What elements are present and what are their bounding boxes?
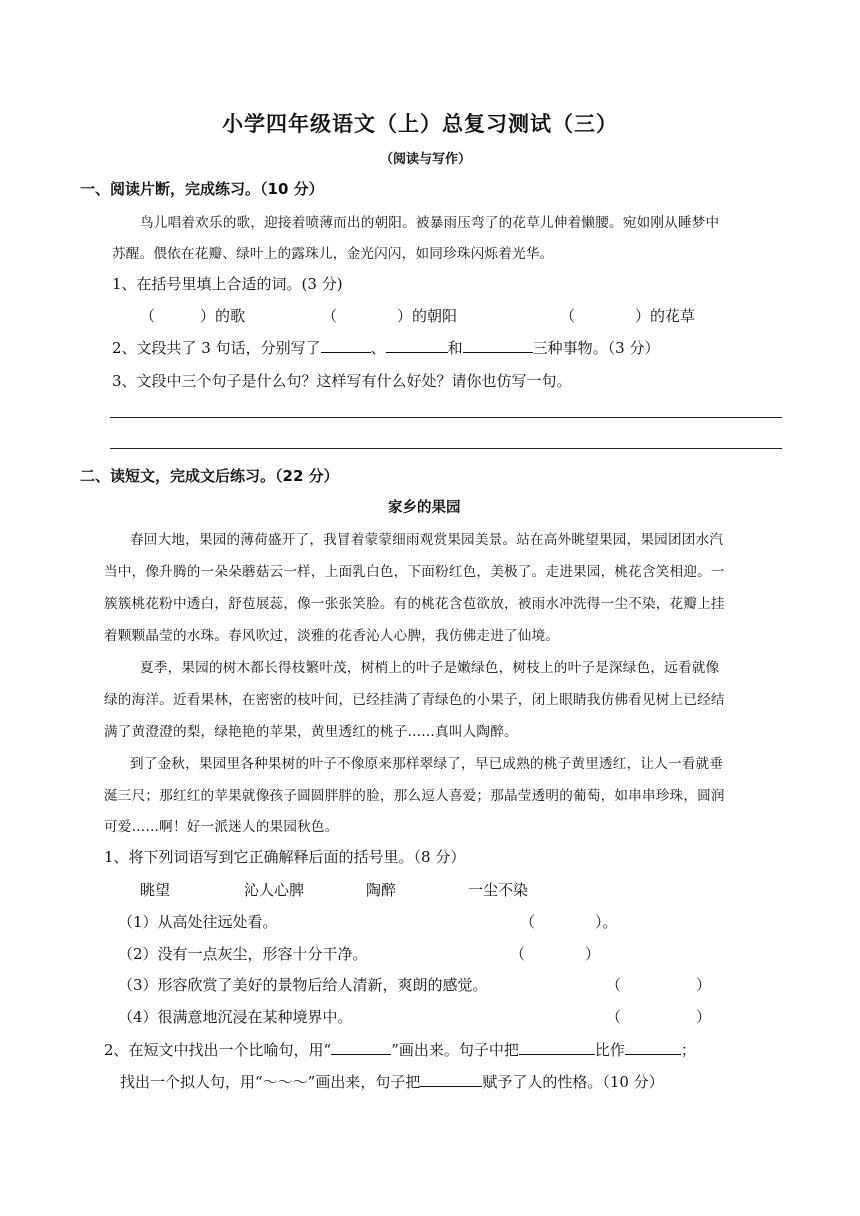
- fill-item-song[interactable]: （ ）的歌: [140, 307, 246, 325]
- story-para2-line-1: 夏季，果园的树木都长得枝繁叶茂，树梢上的叶子是嫩绿色，树枝上的叶子是深绿色，远看就像: [140, 660, 720, 676]
- answer-blank[interactable]: [420, 1072, 482, 1087]
- answer-line[interactable]: [110, 448, 782, 449]
- q2-text-a: 2、文段共了 3 句话，分别写了: [112, 339, 321, 357]
- word-option: 沁人心脾: [244, 881, 305, 899]
- story-para3-line-3: 可爱……啊！好一派迷人的果园秋色。: [104, 819, 339, 835]
- q2b-text-c: 比作: [594, 1041, 625, 1059]
- section1-question-1: 1、在括号里填上合适的词。(3 分): [112, 275, 343, 293]
- word-option: 眺望: [140, 881, 171, 899]
- story-para3-line-1: 到了金秋，果园里各种果树的叶子不像原来那样翠绿了，早已成熟的桃子黄里透红，让人一看就垂: [130, 756, 724, 772]
- q2-text-c: 和: [447, 339, 463, 357]
- q2b-text-e: 找出一个拟人句，用“～～～”画出来，句子把: [120, 1073, 421, 1091]
- story-title: 家乡的果园: [388, 500, 461, 516]
- story-para1-line-2: 当中，像升腾的一朵朵蘑菇云一样，上面乳白色，下面粉红色，美极了。走进果园，桃花含笑相迎。一: [104, 564, 725, 580]
- story-para2-line-2: 绿的海洋。近看果林，在密密的枝叶间，已经挂满了青绿色的小果子，闭上眼睛我仿佛看见树上已经结: [104, 692, 725, 708]
- definition-3: （3）形容欣赏了美好的景物后给人清新，爽朗的感觉。: [118, 976, 488, 994]
- answer-blank[interactable]: [386, 338, 448, 353]
- section2-question-1: 1、将下列词语写到它正确解释后面的括号里。（8 分）: [104, 848, 466, 866]
- q2-text-d: 三种事物。（3 分）: [532, 339, 660, 357]
- definition-1-paren[interactable]: （ ）。: [520, 913, 618, 931]
- answer-line[interactable]: [110, 417, 782, 418]
- q2b-text-b: ”画出来。句子中把: [391, 1041, 519, 1059]
- q2b-text-d: ；: [680, 1041, 696, 1059]
- answer-blank[interactable]: [331, 1040, 391, 1055]
- section1-passage-line-1: 鸟儿唱着欢乐的歌，迎接着喷薄而出的朝阳。被暴雨压弯了的花草儿伸着懒腰。宛如刚从睡梦中: [140, 215, 720, 231]
- page-subtitle: （阅读与写作）: [380, 152, 472, 167]
- word-option: 陶醉: [366, 881, 397, 899]
- q2b-text-a: 2、在短文中找出一个比喻句，用“: [104, 1041, 332, 1059]
- word-option: 一尘不染: [468, 881, 529, 899]
- q2-text-b: 、: [370, 339, 386, 357]
- section2-heading: 二、读短文，完成文后练习。（22 分）: [80, 467, 339, 485]
- q2b-text-f: 赋予了人的性格。（10 分）: [482, 1073, 664, 1091]
- definition-2-paren[interactable]: （ ）: [510, 945, 601, 963]
- definition-1: （1）从高处往远处看。: [118, 913, 278, 931]
- story-para1-line-3: 簇簇桃花粉中透白，舒苞展蕊，像一张张笑脸。有的桃花含苞欲放，被雨水冲洗得一尘不染，花瓣上挂: [104, 596, 725, 612]
- section2-question-2-line-1: [104, 1039, 696, 1060]
- section1-question-2: [112, 337, 659, 358]
- story-para1-line-1: 春回大地，果园的薄荷盛开了，我冒着蒙蒙细雨观赏果园美景。站在高外眺望果园，果园团团水汽: [130, 532, 724, 548]
- fill-item-sun[interactable]: （ ）的朝阳: [322, 307, 458, 325]
- definition-2: （2）没有一点灰尘，形容十分干净。: [118, 945, 368, 963]
- definition-3-paren[interactable]: （ ）: [606, 976, 712, 994]
- fill-item-flowers[interactable]: （ ）的花草: [560, 307, 696, 325]
- section2-question-2-line-2: [120, 1071, 664, 1092]
- answer-blank[interactable]: [463, 338, 533, 353]
- story-para2-line-3: 满了黄澄澄的梨，绿艳艳的苹果，黄里透红的桃子……真叫人陶醉。: [104, 724, 518, 740]
- definition-4: （4）很满意地沉浸在某种境界中。: [118, 1008, 353, 1026]
- section1-passage-line-2: 苏醒。偎依在花瓣、绿叶上的露珠儿，金光闪闪，如同珍珠闪烁着光华。: [112, 246, 554, 262]
- definition-4-paren[interactable]: （ ）: [606, 1008, 712, 1026]
- answer-blank[interactable]: [625, 1040, 681, 1055]
- section1-heading: 一、阅读片断，完成练习。（10 分）: [80, 180, 324, 198]
- story-para1-line-4: 着颗颗晶莹的水珠。春风吹过，淡雅的花香沁人心脾，我仿佛走进了仙境。: [104, 628, 560, 644]
- section1-question-3: 3、文段中三个句子是什么句？这样写有什么好处？请你也仿写一句。: [112, 372, 572, 390]
- story-para3-line-2: 涎三尺；那红红的苹果就像孩子圆圆胖胖的脸，那么逗人喜爱；那晶莹透明的葡萄，如串串珍珠，圆润: [104, 788, 725, 804]
- answer-blank[interactable]: [321, 338, 371, 353]
- page-title: 小学四年级语文（上）总复习测试（三）: [222, 112, 618, 136]
- answer-blank[interactable]: [519, 1040, 595, 1055]
